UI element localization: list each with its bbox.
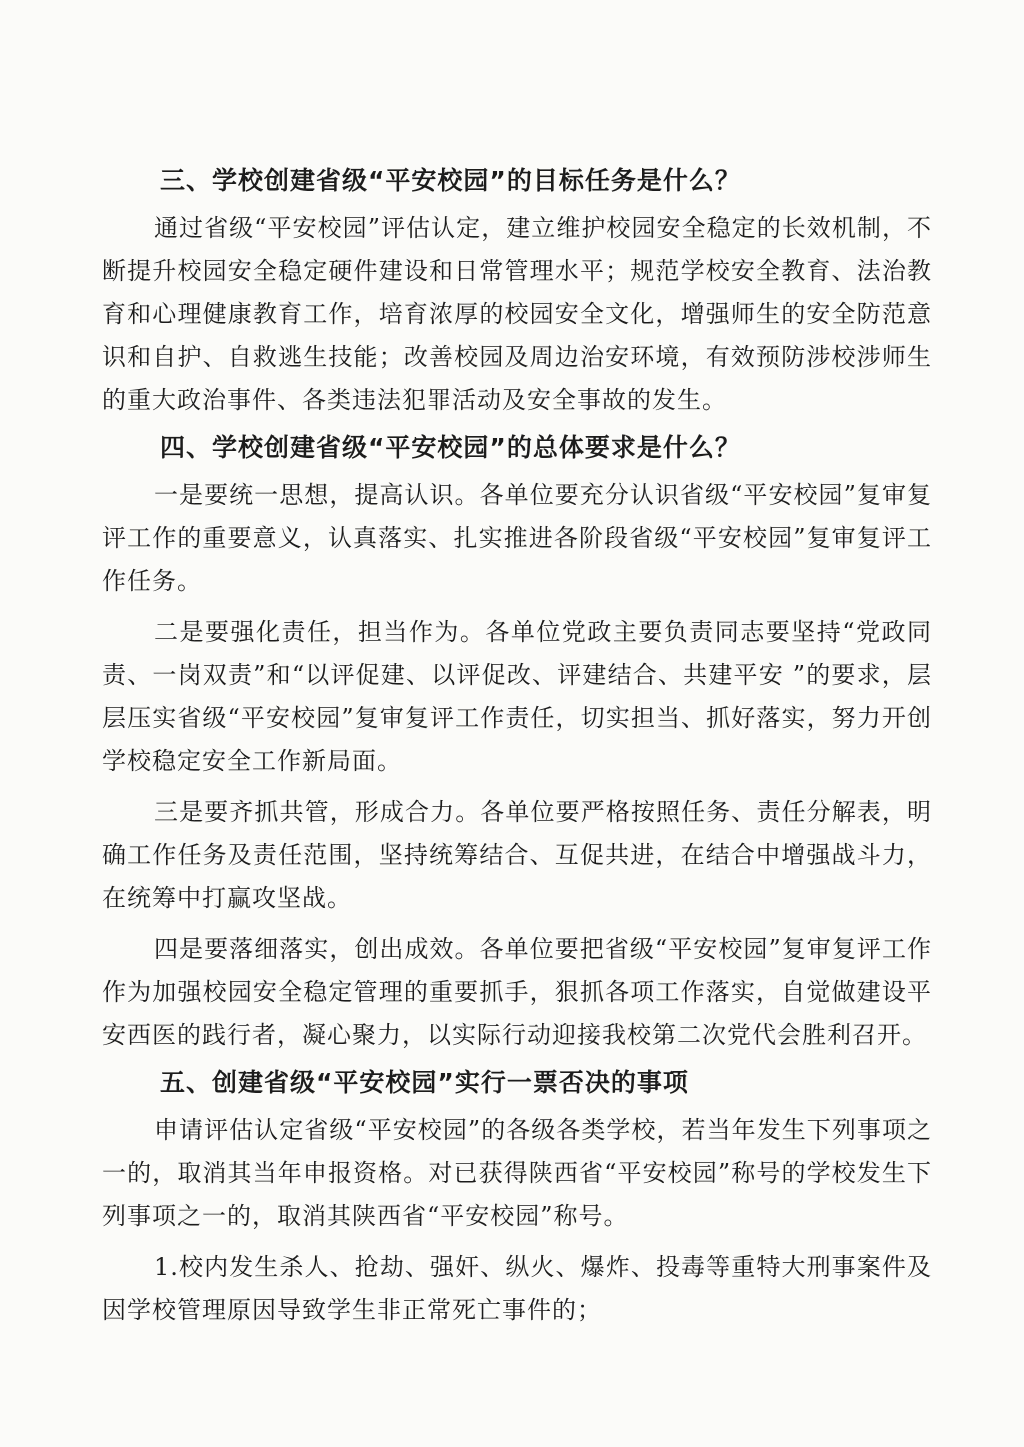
- section-5-paragraph-1: 申请评估认定省级“平安校园”的各级各类学校，若当年发生下列事项之一的，取消其当年申报资格。对已获得陕西省“平安校园”称号的学校发生下列事项之一的，取消其陕西省“平安校园”称号。: [102, 1116, 932, 1230]
- section-4-paragraph-3: 三是要齐抓共管，形成合力。各单位要严格按照任务、责任分解表，明确工作任务及责任范围，坚持统筹结合、互促共进，在结合中增强战斗力，在统筹中打赢攻坚战。: [102, 798, 932, 912]
- section-heading-5: 五、创建省级“平安校园”实行一票否决的事项: [160, 1068, 689, 1097]
- section-4-paragraph-1: 一是要统一思想，提高认识。各单位要充分认识省级“平安校园”复审复评工作的重要意义，认真落实、扎实推进各阶段省级“平安校园”复审复评工作任务。: [102, 481, 932, 595]
- section-heading-4: 四、学校创建省级“平安校园”的总体要求是什么？: [160, 433, 741, 462]
- section-heading-3: 三、学校创建省级“平安校园”的目标任务是什么？: [160, 166, 741, 195]
- section-5-paragraph-2: 1.校内发生杀人、抢劫、强奸、纵火、爆炸、投毒等重特大刑事案件及因学校管理原因导致学生非正常死亡事件的；: [102, 1253, 932, 1324]
- section-4-paragraph-4: 四是要落细落实，创出成效。各单位要把省级“平安校园”复审复评工作作为加强校园安全稳定管理的重要抓手，狠抓各项工作落实，自觉做建设平安西医的践行者，凝心聚力，以实际行动迎接我校第二次党代会胜利召开。: [102, 935, 932, 1049]
- section-3-paragraph-1: 通过省级“平安校园”评估认定，建立维护校园安全稳定的长效机制，不断提升校园安全稳定硬件建设和日常管理水平；规范学校安全教育、法治教育和心理健康教育工作，培育浓厚的校园安全文化，增强师生的安全防范意识和自护、自救逃生技能；改善校园及周边治安环境，有效预防涉校涉师生的重大政治事件、各类违法犯罪活动及安全事故的发生。: [102, 214, 932, 414]
- section-4-paragraph-2: 二是要强化责任，担当作为。各单位党政主要负责同志要坚持“党政同责、一岗双责”和“以评促建、以评促改、评建结合、共建平安 ”的要求，层层压实省级“平安校园”复审复评工作责任，切实担当、抓好落实，努力开创学校稳定安全工作新局面。: [102, 618, 932, 775]
